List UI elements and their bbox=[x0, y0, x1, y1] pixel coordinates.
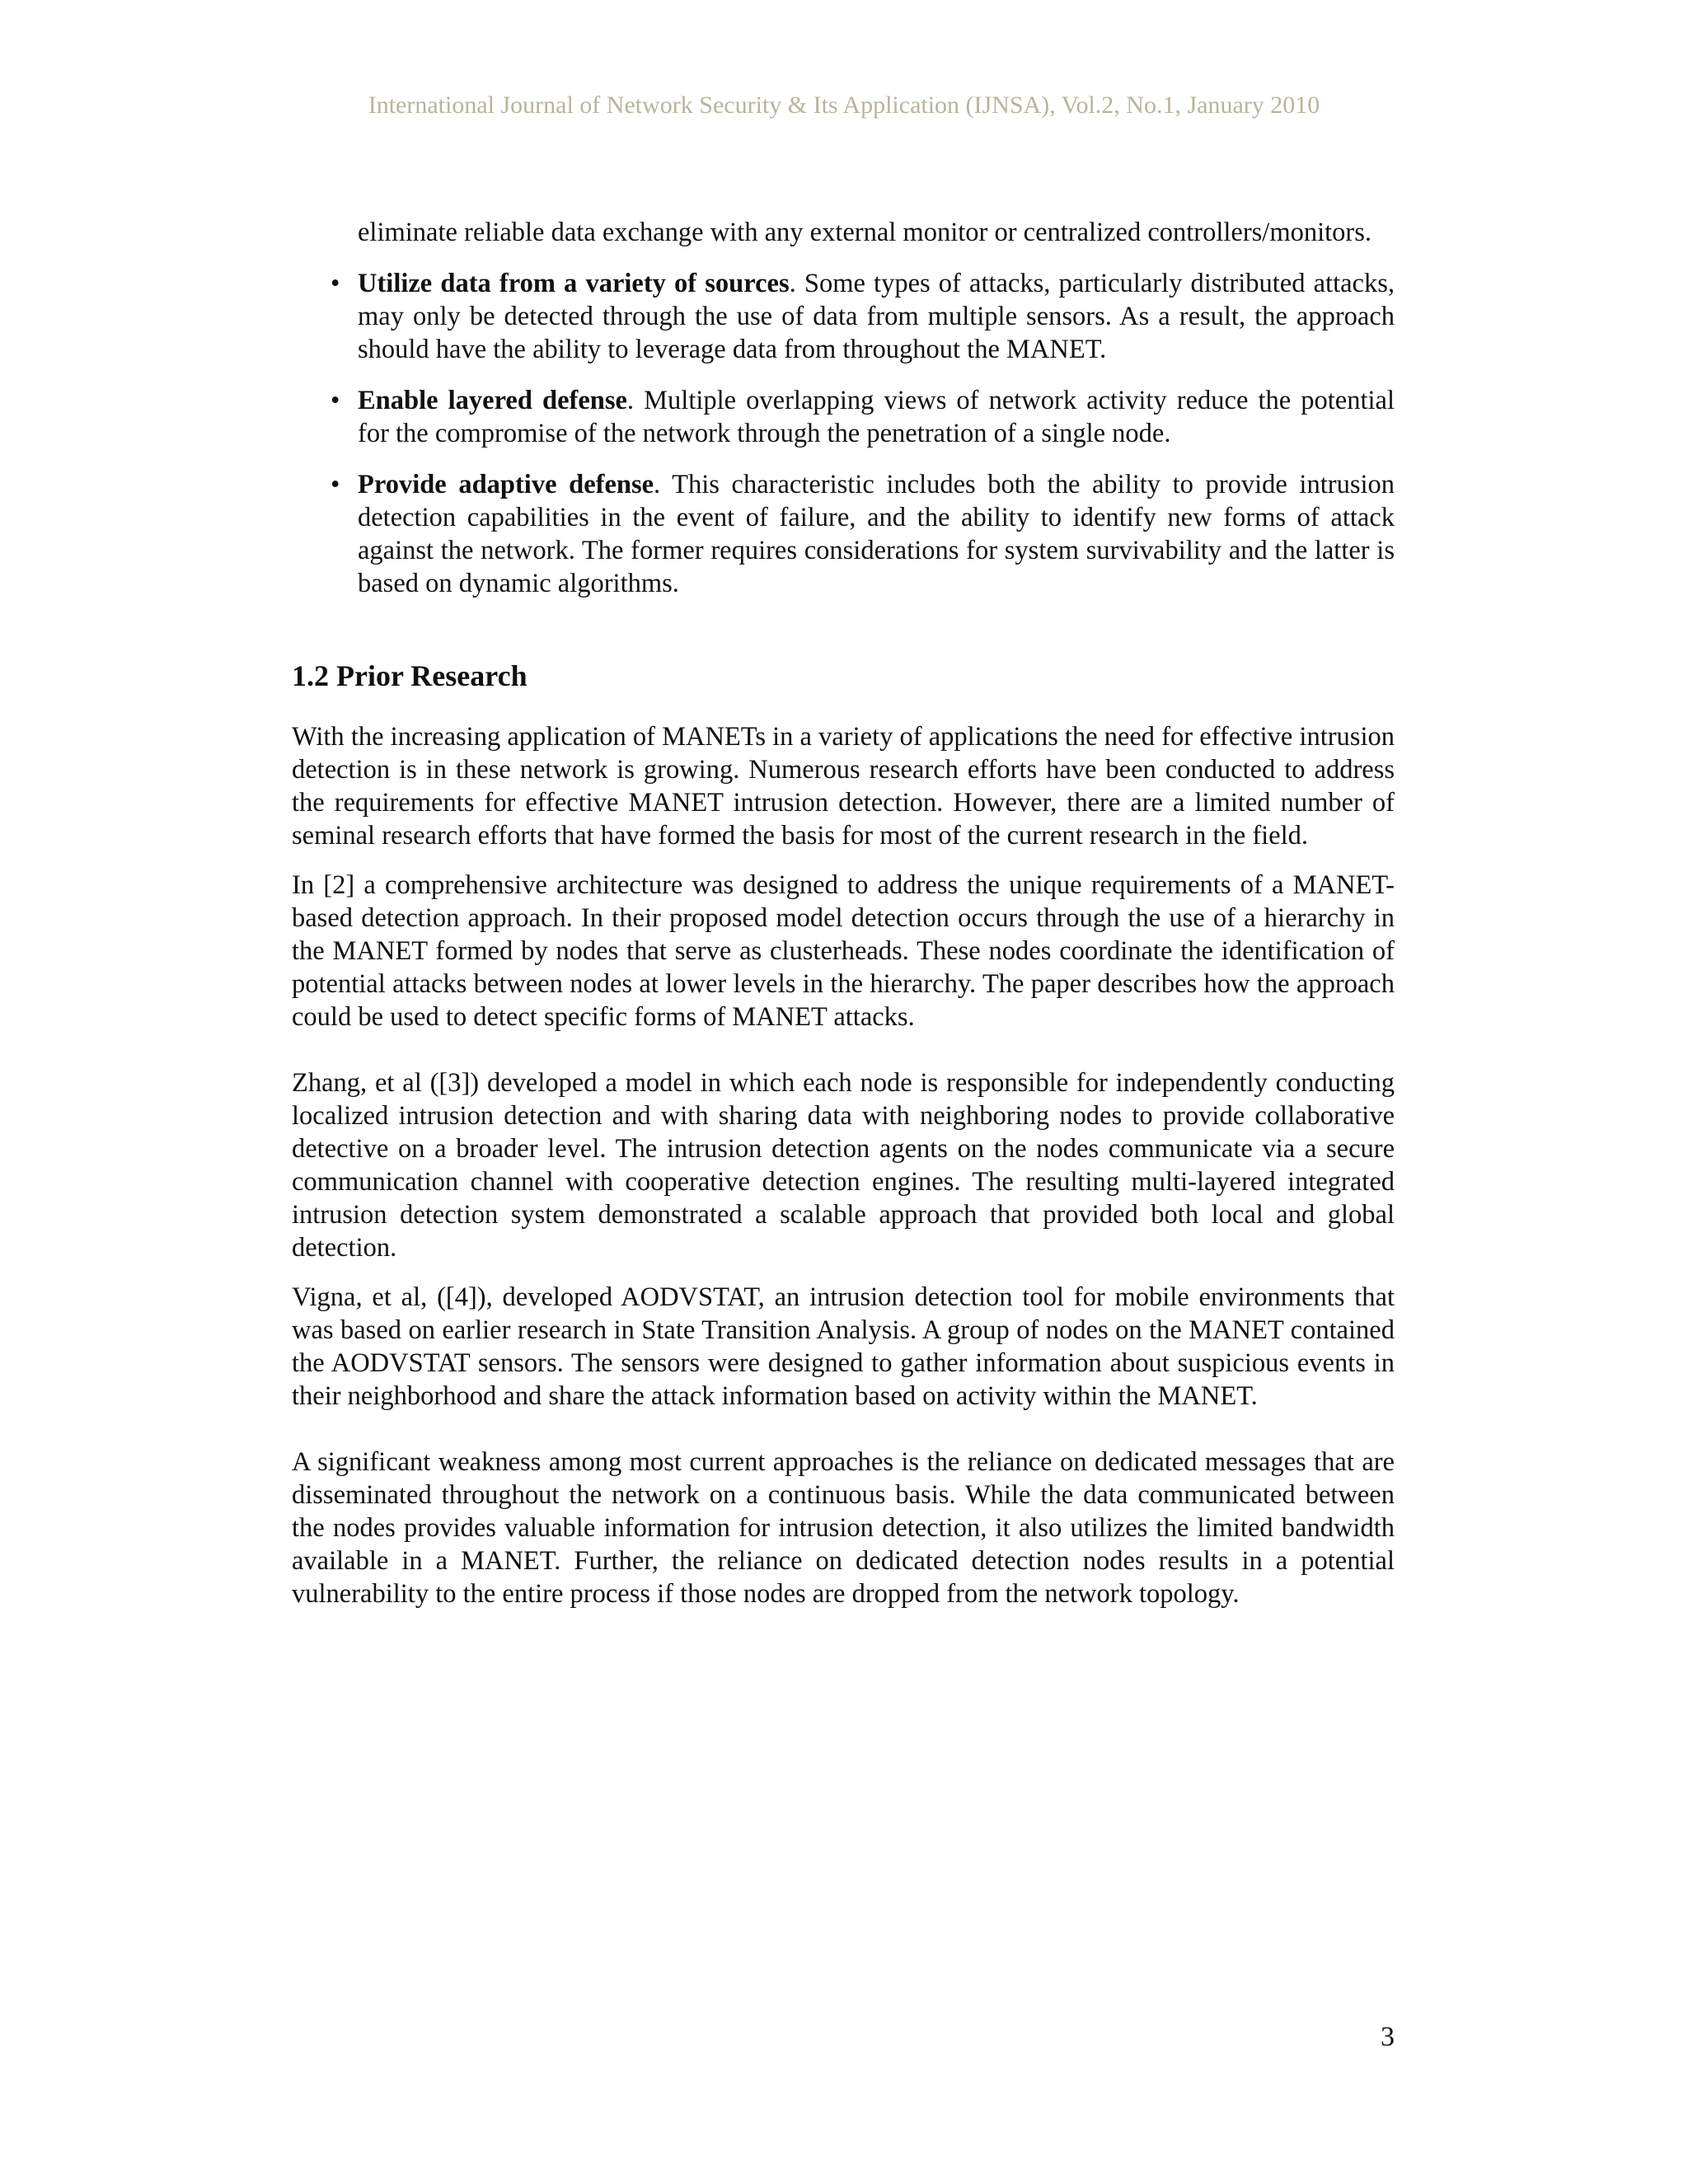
continuation-paragraph: eliminate reliable data exchange with any external monitor or centralized controllers/monitors. bbox=[358, 218, 1372, 247]
bullet-text: . Multiple overlapping views of network activity reduce the potential for the compromise of the network through the penetration of a single node. bbox=[358, 386, 1395, 448]
bullet-text: . This characteristic includes both the ability to provide intrusion detection capabilities in the event of failure, and the ability to identify new forms of attack against the network. The former requires considerations for system survivability and the latter is based on dynamic algorithms. bbox=[358, 470, 1395, 598]
bullet-list bbox=[292, 267, 1395, 600]
bullet-icon: • bbox=[331, 470, 340, 499]
body-paragraph: A significant weakness among most current approaches is the reliance on dedicated messages that are disseminated throughout the network on a continuous basis. While the data communicated between the nodes provides valuable information for intrusion detection, it also utilizes the limited bandwidth available in a MANET. Further, the reliance on dedicated detection nodes results in a potential vulnerability to the entire process if those nodes are dropped from the network topology. bbox=[292, 1447, 1395, 1609]
bullet-icon: • bbox=[331, 269, 340, 298]
bullet-term: Utilize data from a variety of sources bbox=[358, 269, 790, 298]
list-item bbox=[292, 468, 1395, 600]
page-body bbox=[292, 216, 1395, 1610]
body-paragraph: With the increasing application of MANETs in a variety of applications the need for effective intrusion detection is in these network is growing. Numerous research efforts have been conducted to address the requirements for effective MANET intrusion detection. However, there are a limited number of seminal research efforts that have formed the basis for most of the current research in the field. bbox=[292, 722, 1395, 851]
bullet-icon: • bbox=[331, 386, 340, 415]
page-number: 3 bbox=[1381, 2022, 1395, 2052]
bullet-term: Enable layered defense bbox=[358, 386, 627, 415]
body-paragraph: In [2] a comprehensive architecture was designed to address the unique requirements of a MANET-based detection approach. In their proposed model detection occurs through the use of a hierarchy in the MANET formed by nodes that serve as clusterheads. These nodes coordinate the identification of potential attacks between nodes at lower levels in the hierarchy. The paper describes how the approach could be used to detect specific forms of MANET attacks. bbox=[292, 870, 1395, 1032]
section-heading: 1.2 Prior Research bbox=[292, 659, 528, 692]
bullet-text: . Some types of attacks, particularly distributed attacks, may only be detected through the use of data from multiple sensors. As a result, the approach should have the ability to leverage data from throughout the MANET. bbox=[358, 269, 1395, 364]
running-header: International Journal of Network Security & Its Application (IJNSA), Vol.2, No.1, January 2010 bbox=[368, 91, 1320, 119]
body-paragraph: Zhang, et al ([3]) developed a model in which each node is responsible for independently conducting localized intrusion detection and with sharing data with neighboring nodes to provide collaborative detective on a broader level. The intrusion detection agents on the nodes communicate via a secure communication channel with cooperative detection engines. The resulting multi-layered integrated intrusion detection system demonstrated a scalable approach that provided both local and global detection. bbox=[292, 1068, 1395, 1263]
body-paragraph: Vigna, et al, ([4]), developed AODVSTAT, an intrusion detection tool for mobile environments that was based on earlier research in State Transition Analysis. A group of nodes on the MANET contained the AODVSTAT sensors. The sensors were designed to gather information about suspicious events in their neighborhood and share the attack information based on activity within the MANET. bbox=[292, 1282, 1395, 1411]
list-item bbox=[292, 384, 1395, 450]
list-item bbox=[292, 267, 1395, 366]
bullet-term: Provide adaptive defense bbox=[358, 470, 654, 499]
